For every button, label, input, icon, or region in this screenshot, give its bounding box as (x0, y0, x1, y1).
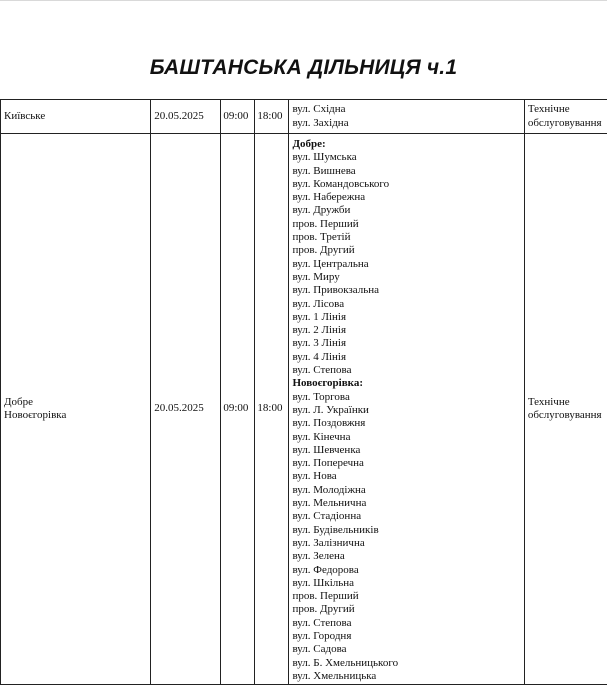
street-line: вул. Шкільна (292, 577, 520, 590)
start-time-cell: 09:00 (221, 100, 255, 134)
street-line: вул. Торгова (292, 391, 520, 404)
street-line: пров. Другий (292, 244, 520, 257)
street-line: вул. Миру (292, 271, 520, 284)
work-type-line: Технічне (528, 396, 607, 409)
street-line: пров. Перший (292, 218, 520, 231)
street-line: вул. Степова (292, 364, 520, 377)
table-row (1, 100, 607, 134)
settlement-cell: Київське (1, 100, 151, 134)
end-time-cell: 18:00 (255, 134, 289, 685)
settlement-line: Новоєгорівка (4, 409, 147, 422)
village-group-header: Новоєгорівка: (292, 377, 520, 390)
date-cell: 20.05.2025 (151, 100, 221, 134)
street-line: вул. Степова (292, 617, 520, 630)
village-group-header: Добре: (292, 138, 520, 151)
street-line: вул. Будівельників (292, 524, 520, 537)
end-time-cell: 18:00 (255, 100, 289, 134)
work-type-line: Технічне (528, 103, 607, 116)
work-type-cell (524, 134, 607, 685)
date-cell: 20.05.2025 (151, 134, 221, 685)
outage-schedule-table (0, 99, 607, 685)
settlement-cell (1, 134, 151, 685)
street-line: вул. 1 Лінія (292, 311, 520, 324)
street-line: вул. Залізнична (292, 537, 520, 550)
street-line: вул. Мельнична (292, 497, 520, 510)
street-line: вул. Шевченка (292, 444, 520, 457)
street-line: вул. Поперечна (292, 457, 520, 470)
street-line: вул. Командовського (292, 178, 520, 191)
street-line: вул. Зелена (292, 550, 520, 563)
street-line: вул. Л. Українки (292, 404, 520, 417)
document-title: БАШТАНСЬКА ДІЛЬНИЦЯ ч.1 (0, 56, 607, 80)
street-line: вул. Лісова (292, 298, 520, 311)
street-line: вул. Садова (292, 643, 520, 656)
street-line: вул. Городня (292, 630, 520, 643)
settlement-line: Добре (4, 396, 147, 409)
street-line: вул. Нова (292, 470, 520, 483)
start-time-cell: 09:00 (221, 134, 255, 685)
street-line: пров. Третій (292, 231, 520, 244)
streets-cell (289, 100, 524, 134)
street-line: вул. Набережна (292, 191, 520, 204)
work-type-line: обслуговування (528, 409, 607, 422)
top-border-line (0, 0, 607, 1)
street-line: вул. Східна (292, 103, 520, 116)
street-line: пров. Перший (292, 590, 520, 603)
street-line: вул. Шумська (292, 151, 520, 164)
street-line: вул. Федорова (292, 564, 520, 577)
street-line: вул. Дружби (292, 204, 520, 217)
street-line: вул. 2 Лінія (292, 324, 520, 337)
streets-cell (289, 134, 524, 685)
street-line: вул. Західна (292, 117, 520, 130)
street-line: вул. Кінечна (292, 431, 520, 444)
street-line: вул. Б. Хмельницького (292, 657, 520, 670)
work-type-line: обслуговування (528, 117, 607, 130)
street-line: вул. Привокзальна (292, 284, 520, 297)
street-line: вул. Центральна (292, 258, 520, 271)
street-line: вул. 4 Лінія (292, 351, 520, 364)
street-line: вул. Молодіжна (292, 484, 520, 497)
street-line: вул. Стадіонна (292, 510, 520, 523)
street-line: вул. 3 Лінія (292, 337, 520, 350)
street-line: вул. Поздовжня (292, 417, 520, 430)
street-line: пров. Другий (292, 603, 520, 616)
street-line: вул. Хмельницька (292, 670, 520, 683)
street-line: вул. Вишнева (292, 165, 520, 178)
table-row (1, 134, 607, 685)
work-type-cell (524, 100, 607, 134)
